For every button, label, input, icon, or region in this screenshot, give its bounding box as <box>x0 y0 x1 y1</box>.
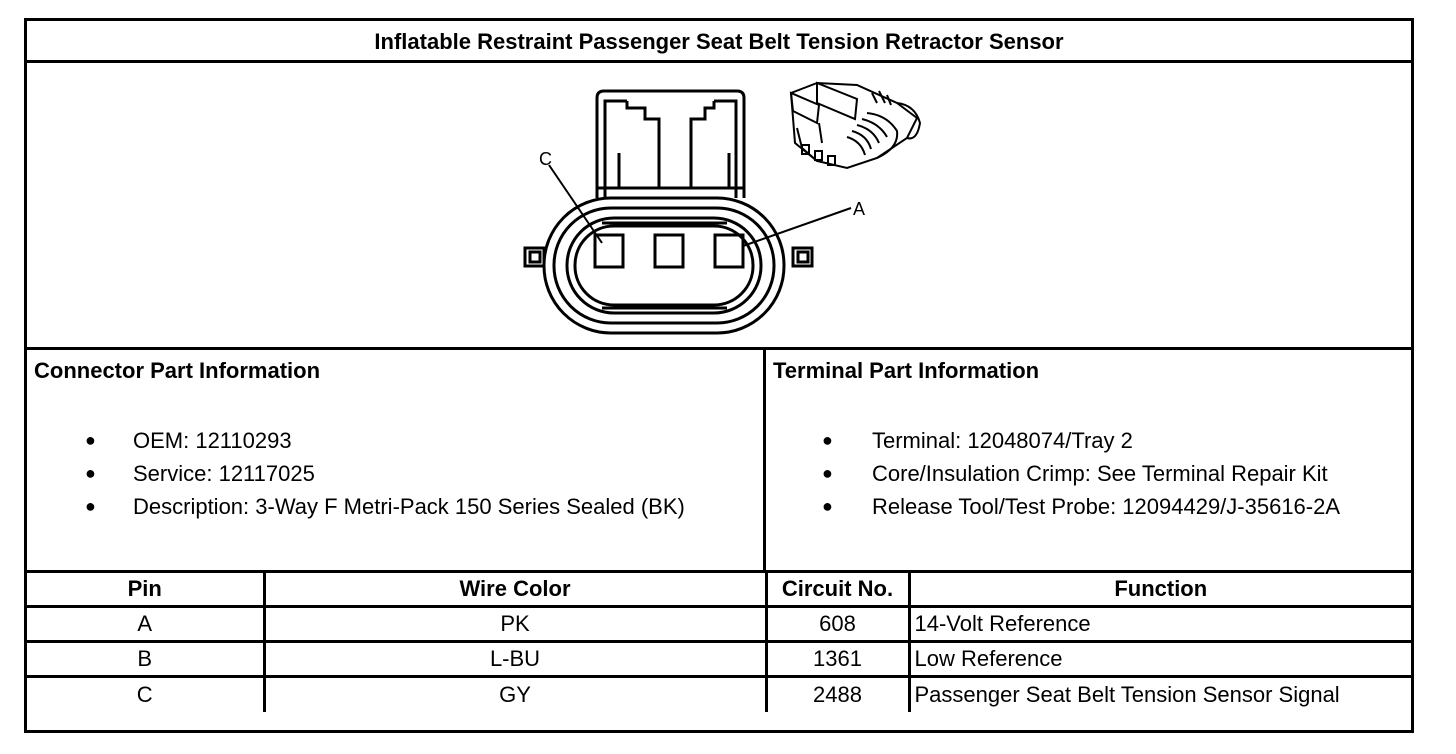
wire-color-cell: PK <box>264 607 766 642</box>
function-cell: 14-Volt Reference <box>909 607 1411 642</box>
connector-part-info <box>27 350 766 570</box>
terminal-part-info-heading: Terminal Part Information <box>773 358 1040 383</box>
table-row <box>27 677 1411 712</box>
circuit-column-header: Circuit No. <box>766 572 909 607</box>
connector-service: Service: 12117025 <box>133 461 315 486</box>
terminal-part-info <box>766 350 1411 570</box>
wire-color-column-header: Wire Color <box>264 572 766 607</box>
connector-part-info-heading: Connector Part Information <box>34 358 321 383</box>
bullet-icon: ● <box>822 430 833 450</box>
bullet-icon: ● <box>822 496 833 516</box>
circuit-cell: 1361 <box>766 642 909 677</box>
bullet-icon: ● <box>822 463 833 483</box>
function-cell: Passenger Seat Belt Tension Sensor Signal <box>909 677 1411 712</box>
page-title: Inflatable Restraint Passenger Seat Belt Tension Retractor Sensor <box>27 21 1411 63</box>
pin-a-label: A <box>853 199 866 219</box>
pin-cell: A <box>27 607 264 642</box>
connector-face-drawing <box>525 91 851 333</box>
pin-cell: B <box>27 642 264 677</box>
function-column-header: Function <box>909 572 1411 607</box>
terminal-number: Terminal: 12048074/Tray 2 <box>872 428 1133 453</box>
circuit-cell: 608 <box>766 607 909 642</box>
terminal-crimp: Core/Insulation Crimp: See Terminal Repair Kit <box>872 461 1328 486</box>
table-row <box>27 607 1411 642</box>
bullet-icon: ● <box>85 463 96 483</box>
connector-oem: OEM: 12110293 <box>133 428 292 453</box>
pin-table-header-row <box>27 572 1411 607</box>
connector-description: Description: 3-Way F Metri-Pack 150 Series Sealed (BK) <box>133 494 685 519</box>
pin-column-header: Pin <box>27 572 264 607</box>
pin-c-label: C <box>539 149 552 169</box>
table-row <box>27 642 1411 677</box>
pin-cell: C <box>27 677 264 712</box>
wire-color-cell: L-BU <box>264 642 766 677</box>
connector-figure <box>27 63 1411 350</box>
connector-diagram <box>27 63 1411 350</box>
connector-isometric-drawing <box>791 83 920 168</box>
connector-sheet <box>24 18 1414 733</box>
circuit-cell: 2488 <box>766 677 909 712</box>
bullet-icon: ● <box>85 496 96 516</box>
terminal-release-tool: Release Tool/Test Probe: 12094429/J-35616-2A <box>872 494 1341 519</box>
bullet-icon: ● <box>85 430 96 450</box>
function-cell: Low Reference <box>909 642 1411 677</box>
pin-table <box>27 570 1411 712</box>
wire-color-cell: GY <box>264 677 766 712</box>
